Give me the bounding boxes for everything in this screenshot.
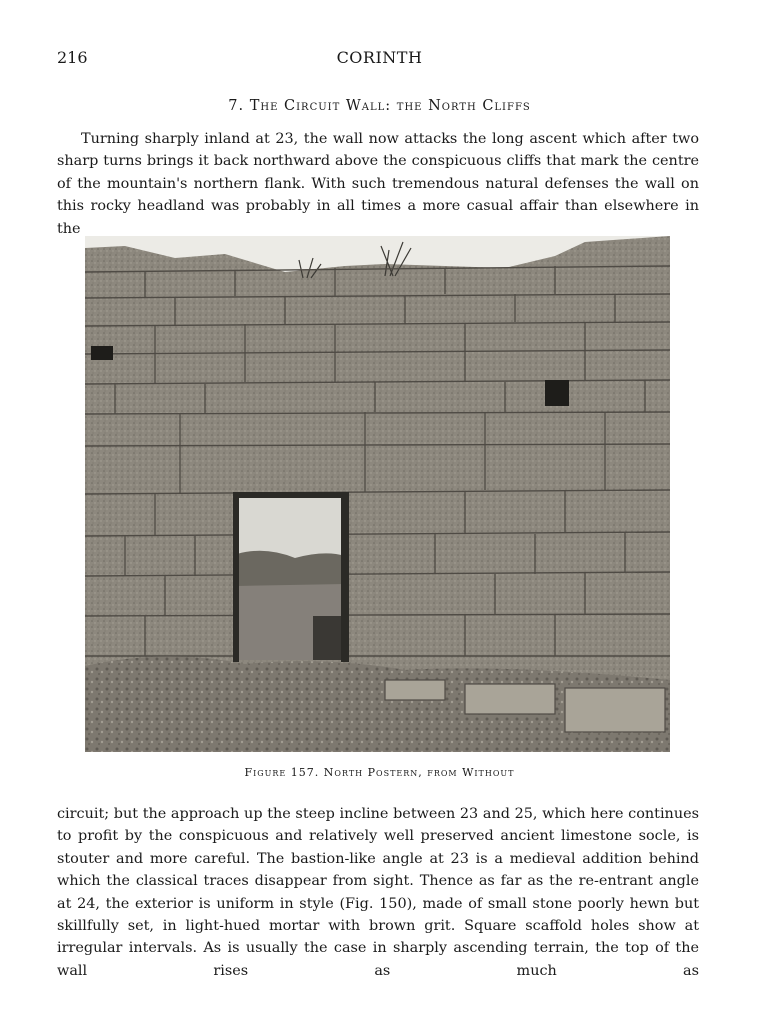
scaffold-hole [91, 346, 113, 360]
paragraph-1: Turning sharply inland at 23, the wall now attacks the long ascent which after two sharp turns brings it back northward above the conspicuous cliffs that mark the centre of the mountain's northern flank. With such tremendous natural defenses the wall on this rocky headland was probably in all times a more casual affair than elsewhere in the [57, 131, 699, 237]
figure-caption: Figure 157. North Postern, from Without [244, 766, 515, 779]
paragraph-2: circuit; but the approach up the steep incline between 23 and 25, which here continues to profit by the conspicuous and relatively well preserved ancient limestone socle, is stouter and more careful. The bastion-like angle at 23 is a medieval addition behind which the classical traces disappear from sight. Thence as far as the re-entrant angle at 24, the exterior is uniform in style (Fig. 150), made of small stone poorly hewn but skillfully set, in light-hued mortar with brown grit. Square scaffold holes show at irregular intervals. As is usually the case in sharply ascending terrain, the top of the wall rises as much as [57, 806, 699, 979]
figure-photo [85, 236, 670, 752]
north-postern-photo [85, 236, 670, 752]
scaffold-hole [545, 380, 569, 406]
section-heading: 7. The Circuit Wall: the North Cliffs [228, 98, 531, 114]
page-number: 216 [57, 48, 88, 67]
postern-doorway [233, 492, 349, 662]
running-title: CORINTH [336, 48, 423, 67]
